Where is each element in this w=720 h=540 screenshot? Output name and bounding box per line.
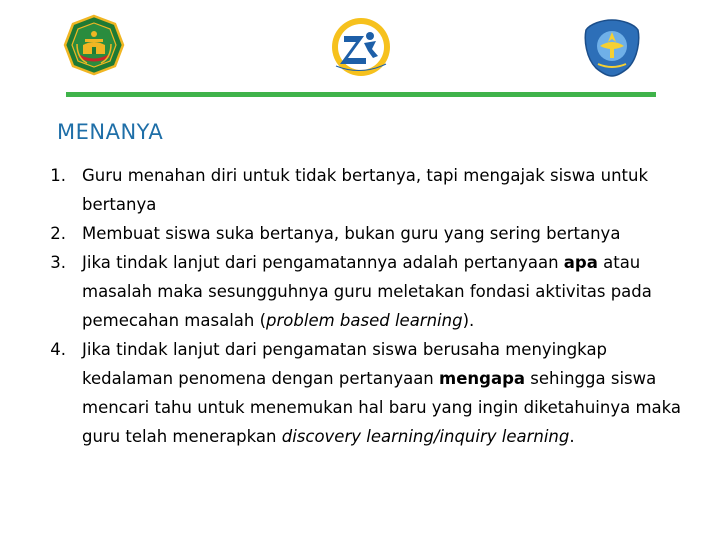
list-item: [14, 248, 700, 335]
list-item-text: apa: [563, 253, 598, 272]
kemenag-logo: [63, 14, 125, 76]
list-item-text: Jika tindak lanjut dari pengamatan siswa berusaha menyingkap kedalaman penomena dengan pertanyaan: [82, 340, 608, 388]
list-item-number: 3.: [50, 253, 66, 272]
list-item-text: Jika tindak lanjut dari pengamatannya adalah pertanyaan: [82, 253, 564, 272]
list-item: [14, 161, 700, 219]
list-item-text: sehingga siswa mencari tahu untuk menemukan hal baru yang ingin diketahuinya maka guru telah menerapkan: [82, 369, 682, 446]
list-item-text: .: [569, 427, 575, 446]
list-item: [14, 335, 700, 451]
list-item-number: 2.: [50, 224, 66, 243]
list-item-text: mengapa: [439, 369, 526, 388]
list-item-text: discovery learning/inquiry learning: [281, 427, 570, 446]
list-item-text: ).: [462, 311, 475, 330]
tut-wuri-handayani-logo: [582, 18, 642, 78]
list-item-text: atau masalah maka sesungguhnya guru meletakan fondasi aktivitas pada pemecahan masalah (: [82, 253, 652, 330]
kurikulum-2013-emblem-icon: [330, 16, 392, 78]
list-item: [14, 219, 700, 248]
header-divider: [66, 92, 656, 97]
list-item-text: Membuat siswa suka bertanya, bukan guru yang sering bertanya: [82, 224, 621, 243]
content-list: [14, 161, 700, 451]
kemenag-emblem-icon: [63, 14, 125, 76]
list-item-text: Guru menahan diri untuk tidak bertanya, tapi mengajak siswa untuk bertanya: [82, 166, 649, 214]
list-item-text: problem based learning: [266, 311, 463, 330]
slide-title: MENANYA: [57, 120, 164, 144]
list-item-number: 4.: [50, 340, 66, 359]
kurikulum-2013-logo: [330, 16, 392, 78]
list-item-number: 1.: [50, 166, 66, 185]
tut-wuri-handayani-emblem-icon: [582, 18, 642, 78]
